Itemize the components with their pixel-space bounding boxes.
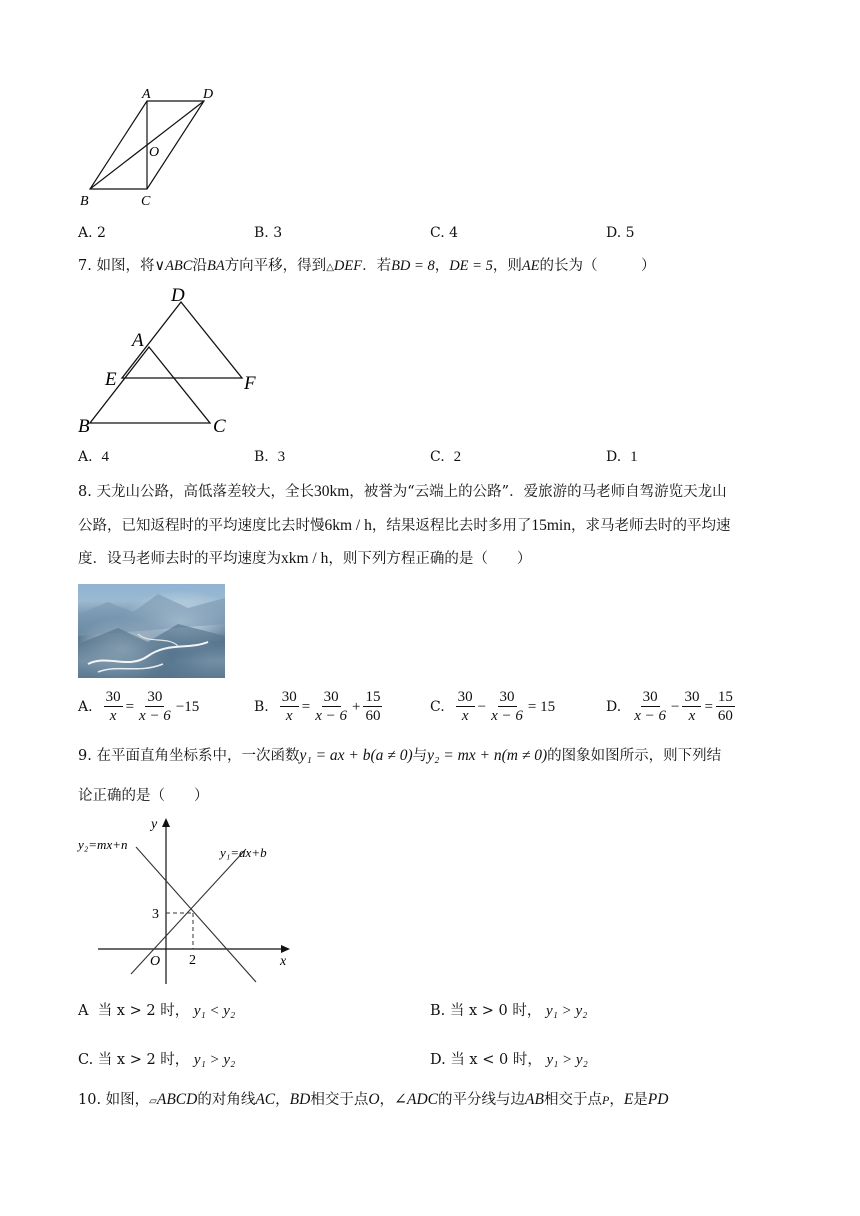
label-O: O <box>149 145 160 160</box>
translated-triangles-figure-q7 <box>76 282 276 440</box>
q9-stem-line1: 9. 在平面直角坐标系中，一次函数y₁ = ax + b(a ≠ 0)与y₂ = mx + n(m ≠ 0)的图象如图所示，则下列结 <box>78 747 722 764</box>
q6-option-a: A. 2 <box>78 225 106 241</box>
q7-option-a: A. 4 <box>78 449 109 465</box>
q7-option-d: D. 1 <box>606 449 638 465</box>
q10-number: 10. <box>78 1092 102 1108</box>
label-F: F <box>244 373 256 394</box>
label-y2-function: y₂=mx+n <box>78 837 128 852</box>
parallelogram-symbol: ▱ <box>149 1096 157 1107</box>
q7-number: 7. <box>78 258 92 274</box>
q8-stem-line1: 8. 天龙山公路，高低落差较大，全长30km，被誉为“云端上的公路”．爱旅游的马老师自驾游览天龙山 <box>78 483 727 500</box>
q6-option-d: D. 5 <box>606 225 635 241</box>
q9-option-c: C. 当 x > 2 时， y₁ > y₂ <box>78 1052 236 1068</box>
label-D: D <box>203 87 214 102</box>
label-E: E <box>105 369 117 390</box>
winding-road-illustration <box>78 584 225 678</box>
q8-stem-line3: 度．设马老师去时的平均速度为xkm / h，则下列方程正确的是（ ） <box>78 550 532 567</box>
q10-stem: 10. 如图，▱ABCD的对角线AC，BD相交于点O，∠ADC的平分线与边AB相交于点P，E是PD <box>78 1091 669 1108</box>
q9-option-a: A 当 x > 2 时， y₁ < y₂ <box>78 1003 236 1019</box>
parallelogram-figure-q6 <box>76 84 226 210</box>
q6-option-b: B. 3 <box>254 225 283 241</box>
q8-number: 8. <box>78 484 92 500</box>
q9-option-b: B. 当 x > 0 时， y₁ > y₂ <box>430 1003 588 1019</box>
q8-option-d: D. $\frac{30}{x - 6}$ − $\frac{30}{x}$ = $\frac{15}{60}$ <box>606 689 733 724</box>
label-B: B <box>78 416 90 437</box>
triangle-symbol: △ <box>326 262 334 273</box>
origin-label: O <box>150 954 161 969</box>
q9-option-d: D. 当 x < 0 时， y₁ > y₂ <box>430 1052 588 1068</box>
linear-functions-graph-q9 <box>76 812 306 992</box>
q8-stem-line2: 公路，已知返程时的平均速度比去时慢6km / h，结果返程比去时多用了15min，求马老师去时的平均速 <box>78 517 731 534</box>
tick-x-2: 2 <box>189 953 196 968</box>
label-D: D <box>171 285 185 306</box>
q7-option-c: C. 2 <box>430 449 462 465</box>
label-B: B <box>80 194 89 209</box>
label-C: C <box>213 416 226 437</box>
q6-option-c: C. 4 <box>430 225 459 241</box>
axis-y-label: y <box>151 817 158 832</box>
q7-stem: 7. 如图，将∨ABC沿BA方向平移，得到△DEF．若BD = 8，DE = 5，则AE的长为（ ） <box>78 258 656 274</box>
label-C: C <box>141 194 151 209</box>
axis-x-label: x <box>280 954 287 969</box>
q8-option-c: C. $\frac{30}{x}$ − $\frac{30}{x - 6}$ = 15 <box>430 689 556 724</box>
q7-option-b: B. 3 <box>254 449 286 465</box>
triangle-symbol: ∨ <box>154 258 166 274</box>
q8-option-b: B. $\frac{30}{x}$ = $\frac{30}{x - 6}$ + $\frac{15}{60}$ <box>254 689 381 724</box>
q9-stem-line2: 论正确的是（ ） <box>78 788 209 804</box>
label-A: A <box>142 87 151 102</box>
mountain-road-photo <box>78 584 225 678</box>
label-y1-function: y₁=ax+b <box>220 845 267 860</box>
label-A: A <box>132 330 144 351</box>
q9-number: 9. <box>78 748 92 764</box>
tick-y-3: 3 <box>152 907 159 922</box>
q8-option-a: A. $\frac{30}{x}$ = $\frac{30}{x - 6}$ −15 <box>78 689 200 724</box>
